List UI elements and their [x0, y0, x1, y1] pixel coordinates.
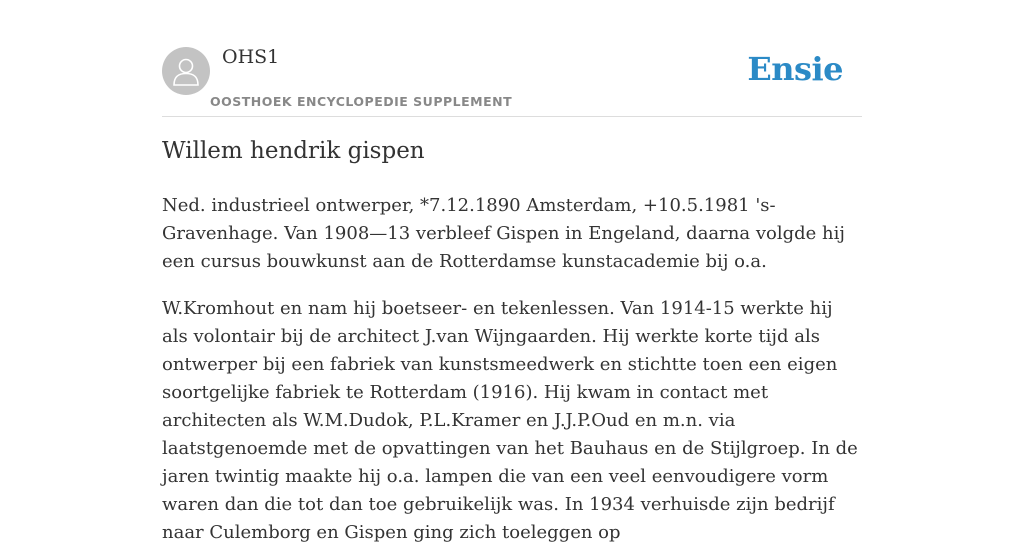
article-paragraph: Ned. industrieel ontwerper, *7.12.1890 Amsterdam, +10.5.1981 's-Gravenhage. Van 1908—13 verbleef Gispen in Engeland, daarna volgde hij een cursus bouwkunst aan de Rotterdamse kunstacademie bij o.a. [162, 195, 845, 272]
article-title: Willem hendrik gispen [162, 138, 425, 164]
page [162, 0, 862, 543]
avatar[interactable] [162, 47, 210, 95]
header [162, 0, 862, 117]
user-icon [162, 47, 210, 95]
article-paragraph: W.Kromhout en nam hij boetseer- en tekenlessen. Van 1914-15 werkte hij als volontair bij de architect J.van Wijngaarden. Hij werkte korte tijd als ontwerper bij een fabriek van kunstsmeedwerk en stichtte toen een eigen soortgelijke fabriek te Rotterdam (1916). Hij kwam in contact met architecten als W.M.Dudok, P.L.Kramer en J.J.P.Oud en m.n. via laatstgenoemde met de opvattingen van het Bauhaus en de Stijlgroep. In de jaren twintig maakte hij o.a. lampen die van een veel eenvoudigere vorm waren dan die tot dan toe gebruikelijk was. In 1934 verhuisde zijn bedrijf naar Culemborg en Gispen ging zich toeleggen op [162, 298, 858, 543]
source-subtitle: OOSTHOEK ENCYCLOPEDIE SUPPLEMENT [210, 94, 513, 109]
source-name[interactable]: OHS1 [222, 46, 280, 68]
ensie-logo[interactable]: Ensie [747, 50, 843, 88]
